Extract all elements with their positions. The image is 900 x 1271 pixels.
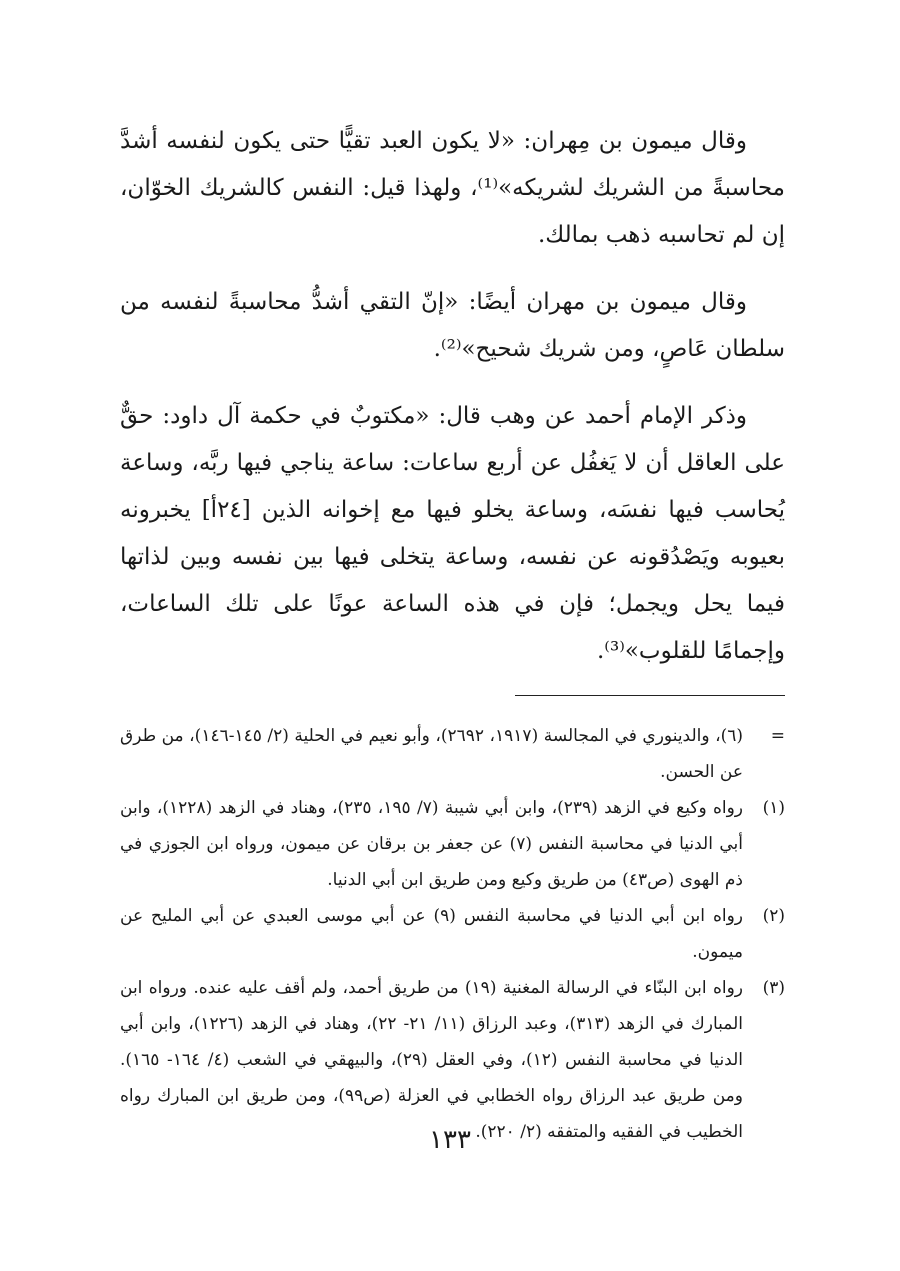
footnote-text: رواه ابن البنّاء في الرسالة المغنية (١٩) من طريق أحمد، ولم أقف عليه عنده. ورواه ابن المبارك في الزهد (٣١٣)، وعبد الرزاق (١١/ ٢١- ٢٢)، وهناد في الزهد (١٢٢٦)، وابن أبي الدنيا في محاسبة النفس (١٢)، وفي العقل (٢٩)، والبيهقي في الشعب (٤/ ١٦٤- ١٦٥). ومن طريق عبد الرزاق رواه الخطابي في العزلة (ص٩٩)، ومن طريق ابن المبارك رواه الخطيب في الفقيه والمتفقه (٢/ ٢٢٠). — [120, 978, 744, 1142]
footnote-3 — [120, 970, 785, 1150]
footnote-1 — [120, 790, 785, 898]
footnote-text: (٦)، والدينوري في المجالسة (١٩١٧، ٢٦٩٢)، وأبو نعيم في الحلية (٢/ ١٤٥-١٤٦)، من طرق عن الحسن. — [120, 726, 744, 782]
footnote-separator — [515, 695, 785, 696]
footnote-text: رواه وكيع في الزهد (٢٣٩)، وابن أبي شيبة (٧/ ١٩٥، ٢٣٥)، وهناد في الزهد (١٢٢٨)، وابن أبي الدنيا في محاسبة النفس (٧) عن جعفر بن برقان عن ميمون، ورواه ابن الجوزي في ذم الهوى (ص٤٣) من طريق وكيع ومن طريق ابن أبي الدنيا. — [120, 798, 744, 890]
footnote-2 — [120, 898, 785, 970]
footnote-marker: (١) — [762, 798, 785, 818]
footnote-continuation — [120, 718, 785, 790]
page-number: ١٣٣ — [429, 1125, 471, 1155]
footnote-marker: (٣) — [762, 978, 785, 998]
footnote-text: رواه ابن أبي الدنيا في محاسبة النفس (٩) عن أبي موسى العبدي عن أبي المليح عن ميمون. — [120, 906, 743, 962]
footnote-marker: = — [770, 726, 785, 746]
paragraph-2: وقال ميمون بن مهران أيضًا: «إنّ التقي أشدُّ محاسبةً لنفسه من سلطان عَاصٍ، ومن شريك شحيح»⁽²⁾. — [120, 289, 785, 362]
page-body — [120, 118, 785, 1150]
footnote-marker: (٢) — [762, 906, 785, 926]
paragraph-3: وذكر الإمام أحمد عن وهب قال: «مكتوبٌ في حكمة آل داود: حقٌّ على العاقل أن لا يَغفُل عن أربع ساعات: ساعة يناجي فيها ربَّه، وساعة يُحاسب فيها نفسَه، وساعة يخلو فيها مع إخوانه الذين [٢٤أ] يخبرونه بعيوبه ويَصْدُقونه عن نفسه، وساعة يتخلى فيها بين نفسه وبين لذاتها فيما يحل ويجمل؛ فإن في هذه الساعة عونًا على تلك الساعات، وإجمامًا للقلوب»⁽³⁾. — [120, 403, 785, 664]
paragraph-1: وقال ميمون بن مِهران: «لا يكون العبد تقيًّا حتى يكون لنفسه أشدَّ محاسبةً من الشريك لشريكه»⁽¹⁾، ولهذا قيل: النفس كالشريك الخوّان، إن لم تحاسبه ذهب بمالك. — [120, 128, 785, 248]
footnotes — [120, 718, 785, 1150]
